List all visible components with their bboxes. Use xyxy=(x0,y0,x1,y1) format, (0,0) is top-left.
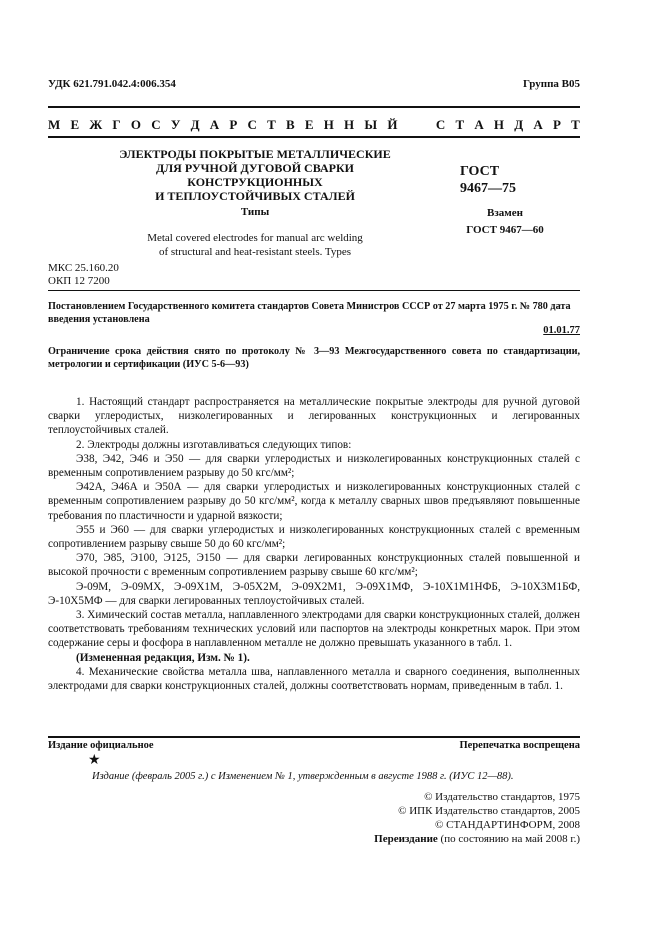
paragraph-3: Э38, Э42, Э46 и Э50 — для сварки углеродистых и низколегированных конструкционных сталей с временным сопротивлением разрыву до 50 кгс/мм²; xyxy=(48,452,580,480)
classification-codes xyxy=(48,262,119,288)
footer-rule xyxy=(48,736,580,738)
udk-code: УДК 621.791.042.4:006.354 xyxy=(48,78,176,90)
paragraph-8: 3. Химический состав металла, наплавленного электродами для сварки конструкционных сталей, должен соответствовать требованиям технических условий или паспортов на электроды конкретных марок. При этом содержание серы и фосфора в наплавленном металле не должно превышать указанного в табл. 1. xyxy=(48,609,580,650)
title-line-3: КОНСТРУКЦИОННЫХ xyxy=(187,175,323,189)
amendment-note: (Измененная редакция, Изм. № 1). xyxy=(76,651,250,664)
banner-word1-letter: Д xyxy=(190,117,200,132)
gost-number-block xyxy=(430,163,590,197)
classification-rule xyxy=(48,290,580,291)
banner-word2-letter: Д xyxy=(514,117,524,132)
banner-word2-letter: А xyxy=(474,117,484,132)
banner-word1-letter: Й xyxy=(387,117,398,132)
paragraph-2: 2. Электроды должны изготавливаться следующих типов: xyxy=(76,438,352,451)
banner-word1-letter: В xyxy=(285,117,295,132)
banner-word1-letter: Е xyxy=(70,117,80,132)
group-code: Группа В05 xyxy=(522,78,580,90)
paragraph-1: 1. Настоящий стандарт распространяется на металлические покрытые электроды для ручной дуговой сварки углеродистых, низколегированных и легированных конструкционных и легированных теплоустойчивых сталей. xyxy=(48,396,580,437)
title-line-4: И ТЕПЛОУСТОЙЧИВЫХ СТАЛЕЙ xyxy=(155,189,355,203)
banner-word1-letter: Р xyxy=(229,117,238,132)
title-line-1: ЭЛЕКТРОДЫ ПОКРЫТЫЕ МЕТАЛЛИЧЕСКИЕ xyxy=(119,147,391,161)
document-title xyxy=(60,147,450,203)
banner-word1-letter: Е xyxy=(304,117,314,132)
reissue-label: Переиздание xyxy=(374,833,438,845)
paragraph-5: Э55 и Э60 — для сварки углеродистых и низколегированных конструкционных сталей с временным сопротивлением разрыву свыше 50 до 60 кгс/мм²; xyxy=(48,523,580,551)
paragraph-7: Э-09М, Э-09МХ, Э-09Х1М, Э-05Х2М, Э-09Х2М1, Э-09Х1МФ, Э-10Х1М1НФБ, Э-10Х3М1БФ, Э-10Х5МФ — для сварки легированных теплоустойчивых сталей. xyxy=(48,580,580,607)
banner-word2-letter: Р xyxy=(553,117,561,132)
reprint-prohibited: Перепечатка воспрещена xyxy=(459,740,580,751)
banner-word1-letter: Т xyxy=(267,117,276,132)
paragraph-6: Э70, Э85, Э100, Э125, Э150 — для сварки легированных конструкционных сталей повышенной и высокой прочности с временным сопротивлением разрыву свыше 60 кгс/мм²; xyxy=(48,552,580,579)
replaced-standard xyxy=(430,205,580,239)
title-line-2: ДЛЯ РУЧНОЙ ДУГОВОЙ СВАРКИ xyxy=(155,161,354,175)
banner-word-gap xyxy=(408,117,426,133)
copyright-2008: © СТАНДАРТИНФОРМ, 2008 xyxy=(435,819,580,831)
top-rule xyxy=(48,106,580,108)
banner-word1-letter: Н xyxy=(344,117,355,132)
replaced-number: ГОСТ 9467—60 xyxy=(466,224,544,236)
banner-word2-letter: Т xyxy=(571,117,580,132)
banner-word1-letter: Г xyxy=(112,117,121,132)
gost-label: ГОСТ xyxy=(460,164,500,179)
banner-word1-letter: Ж xyxy=(89,117,103,132)
official-edition: Издание официальное xyxy=(48,740,154,751)
banner-word1-letter: С xyxy=(247,117,257,132)
copyright-1975: © Издательство стандартов, 1975 xyxy=(424,791,580,803)
okp-code: ОКП 12 7200 xyxy=(48,275,110,287)
gost-number: 9467—75 xyxy=(460,181,516,196)
limitation-note: Ограничение срока действия снято по протоколу № 3—93 Межгосударственного совета по стандартизации, метрологии и сертификации (ИУС 5-6—93) xyxy=(48,346,580,370)
paragraph-4: Э42А, Э46А и Э50А — для сварки углеродистых и низколегированных конструкционных сталей с временным сопротивлением разрыву до 50 кгс/мм², когда к металлу сварных швов предъявляют повышенные требования по пластичности и ударной вязкости; xyxy=(48,481,580,522)
standard-banner xyxy=(48,117,580,133)
banner-word1-letter: А xyxy=(209,117,220,132)
copyright-block xyxy=(374,790,580,846)
replaced-label: Взамен xyxy=(487,207,523,219)
english-title-line-2: of structural and heat-resistant steels. Types xyxy=(158,246,352,258)
star-icon: ★ xyxy=(88,753,101,768)
banner-word1-letter: У xyxy=(170,117,181,132)
reissue-date: (по состоянию на май 2008 г.) xyxy=(437,833,580,845)
banner-word1-letter: Ы xyxy=(364,117,378,132)
english-title-line-1: Metal covered electrodes for manual arc welding xyxy=(147,232,363,244)
standard-body xyxy=(48,395,580,693)
decree-text: Постановлением Государственного комитета стандартов Совета Министров СССР от 27 марта 1975 г. № 780 дата введения установлена xyxy=(48,301,571,325)
banner-word2-letter: Т xyxy=(455,117,465,132)
banner-word1-letter: О xyxy=(130,117,142,132)
banner-word1-letter: С xyxy=(151,117,161,132)
mks-code: МКС 25.160.20 xyxy=(48,262,119,274)
banner-word2-letter: Н xyxy=(493,117,505,132)
banner-rule xyxy=(48,136,580,138)
reissue-line xyxy=(374,832,580,846)
english-title xyxy=(60,231,450,259)
copyright-2005: © ИПК Издательство стандартов, 2005 xyxy=(398,805,580,817)
banner-word1-letter: М xyxy=(48,117,61,132)
banner-word2-letter: С xyxy=(435,117,446,132)
edition-note: Издание (февраль 2005 г.) с Изменением № 1, утвержденным в августе 1988 г. (ИУС 12—88). xyxy=(92,771,514,782)
types-subtitle: Типы xyxy=(240,206,270,218)
paragraph-10: 4. Механические свойства металла шва, наплавленного металла и сварного соединения, выполненных электродами для сварки конструкционных сталей, должны соответствовать нормам, приведенным в табл. 1. xyxy=(48,665,580,693)
banner-word2-letter: А xyxy=(533,117,543,132)
banner-word1-letter: Н xyxy=(323,117,334,132)
introduction-date: 01.01.77 xyxy=(543,325,580,336)
